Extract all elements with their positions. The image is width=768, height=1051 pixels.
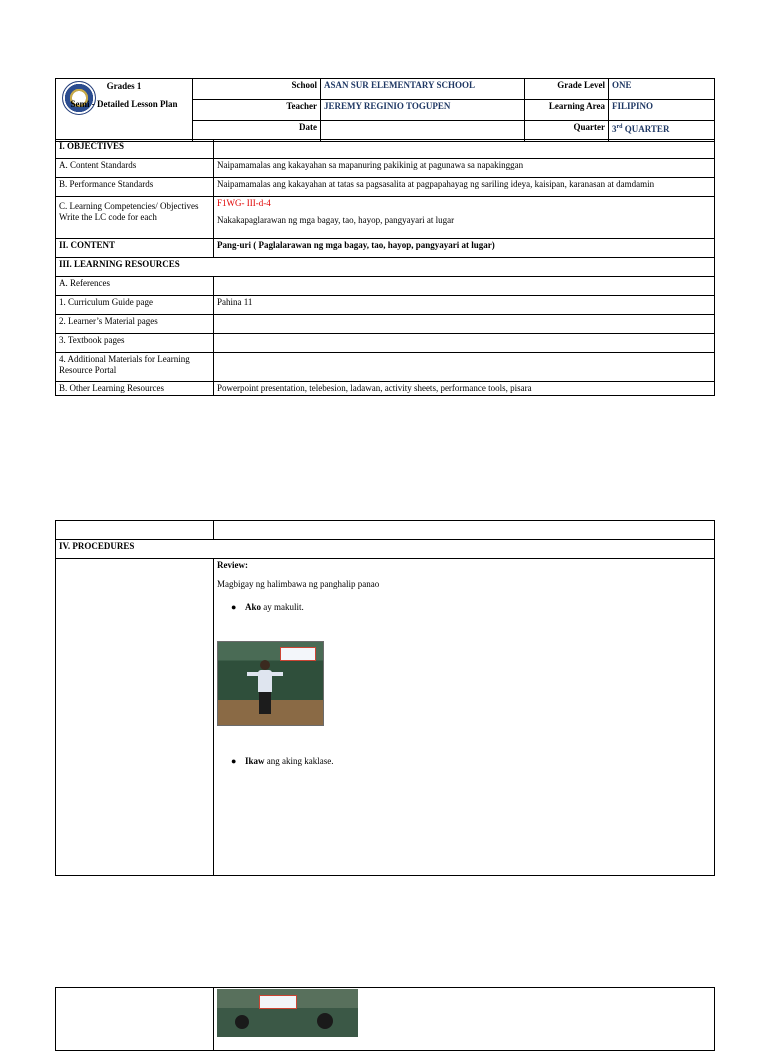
content-standards-label: A. Content Standards — [56, 159, 214, 178]
curriculum-guide-value: Pahina 11 — [214, 296, 715, 315]
objectives-section-title: I. OBJECTIVES — [56, 140, 214, 159]
teacher-value: JEREMY REGINIO TOGUPEN — [321, 100, 525, 121]
resources-section-title: III. LEARNING RESOURCES — [56, 258, 715, 277]
header-logo-cell — [56, 79, 193, 142]
procedures-left-cell — [56, 559, 214, 876]
grade-level-value: ONE — [609, 79, 715, 100]
procedures-blank-left — [56, 521, 214, 540]
curriculum-guide-label: 1. Curriculum Guide page — [56, 296, 214, 315]
content-section-title: II. CONTENT — [56, 239, 214, 258]
lesson-plan-header-table — [55, 78, 715, 142]
textbook-value — [214, 334, 715, 353]
bullet-icon: ● — [231, 756, 237, 766]
quarter-label: Quarter — [525, 121, 609, 142]
other-resources-label: B. Other Learning Resources — [56, 382, 214, 396]
procedures-table — [55, 520, 715, 876]
quarter-value: 3rd QUARTER — [609, 121, 715, 142]
objectives-section-blank — [214, 140, 715, 159]
date-label: Date — [193, 121, 321, 142]
learners-material-label: 2. Learner’s Material pages — [56, 315, 214, 334]
review-title: Review: — [217, 560, 248, 570]
additional-materials-label: 4. Additional Materials for Learning Resource Portal — [56, 353, 214, 382]
grade-title: Grades 1 — [106, 81, 142, 91]
additional-materials-value — [214, 353, 715, 382]
learning-area-value: FILIPINO — [609, 100, 715, 121]
grade-level-label: Grade Level — [525, 79, 609, 100]
procedures-continuation-table — [55, 987, 715, 1051]
performance-standards-label: B. Performance Standards — [56, 178, 214, 197]
textbook-label: 3. Textbook pages — [56, 334, 214, 353]
procedures-blank-right — [214, 521, 715, 540]
classroom-photo-boy — [217, 641, 324, 726]
procedures-review-cell — [214, 559, 715, 876]
school-value: ASAN SUR ELEMENTARY SCHOOL — [321, 79, 525, 100]
review-instruction: Magbigay ng halimbawa ng panghalip panao — [217, 579, 380, 589]
competencies-value: Nakakapaglarawan ng mga bagay, tao, hayop, pangyayari at lugar — [217, 215, 455, 225]
content-value: Pang-uri ( Paglalarawan ng mga bagay, tao, hayop, pangyayari at lugar) — [214, 239, 715, 258]
classroom-photo-students — [217, 989, 358, 1037]
bullet-icon: ● — [231, 602, 237, 612]
teacher-label: Teacher — [193, 100, 321, 121]
objectives-table — [55, 139, 715, 396]
content-standards-value: Naipamamalas ang kakayahan sa mapanuring pakikinig at pagunawa sa napakinggan — [214, 159, 715, 178]
competencies-cell — [214, 197, 715, 239]
competencies-label: C. Learning Competencies/ Objectives Write the LC code for each — [56, 197, 214, 239]
learning-area-label: Learning Area — [525, 100, 609, 121]
procedures-section-title: IV. PROCEDURES — [56, 540, 715, 559]
references-value — [214, 277, 715, 296]
example-item-2: ● Ikaw ang aking kaklase. — [231, 756, 334, 766]
school-label: School — [193, 79, 321, 100]
references-label: A. References — [56, 277, 214, 296]
lc-code: F1WG- III-d-4 — [217, 198, 271, 208]
example-item-1: ● Ako ay makulit. — [231, 602, 304, 612]
performance-standards-value: Naipamamalas ang kakayahan at tatas sa pagsasalita at pagpapahayag ng sariling ideya, kaisipan, karanasan at damdamin — [214, 178, 715, 197]
other-resources-value: Powerpoint presentation, telebesion, ladawan, activity sheets, performance tools, pisara — [214, 382, 715, 396]
learners-material-value — [214, 315, 715, 334]
plan-title: Semi - Detailed Lesson Plan — [70, 99, 178, 109]
continuation-right-cell — [214, 988, 715, 1051]
continuation-left-cell — [56, 988, 214, 1051]
